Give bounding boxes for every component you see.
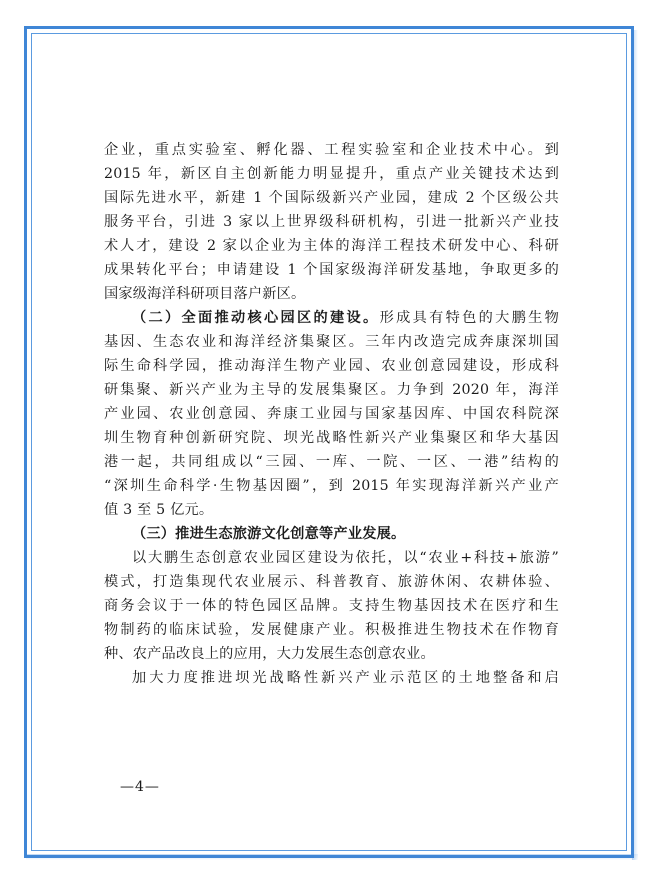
body-line: 服务平台，引进 3 家以上世界级科研机构，引进一批新兴产业技 (104, 214, 559, 230)
body-line: 际生命科学园，推动海洋生物产业园、农业创意园建设，形成科 (104, 358, 559, 374)
body-line: 国际先进水平，新建 1 个国际级新兴产业园，建成 2 个区级公共 (104, 190, 559, 206)
section-2-first-line (104, 306, 559, 330)
body-line: 商务会议于一体的特色园区品牌。支持生物基因技术在医疗和生 (104, 598, 559, 614)
body-line: 港一起，共同组成以“三园、一库、一院、一区、一港”结构的 (104, 454, 559, 470)
section-2-text: 形成具有特色的大鹏生物 (379, 310, 559, 326)
section-3-heading: （三）推进生态旅游文化创意等产业发展。 (132, 526, 406, 542)
body-line: 术人才，建设 2 家以企业为主体的海洋工程技术研发中心、科研 (104, 238, 559, 254)
body-line: 物制药的临床试验，发展健康产业。积极推进生物技术在作物育 (104, 622, 559, 638)
body-line: 种、农产品改良上的应用，大力发展生态创意农业。 (104, 646, 435, 662)
body-line: 成果转化平台；申请建设 1 个国家级海洋研发基地，争取更多的 (104, 262, 559, 278)
body-line: 研集聚、新兴产业为主导的发展集聚区。力争到 2020 年，海洋 (104, 382, 559, 398)
body-line: 加大力度推进坝光战略性新兴产业示范区的土地整备和启 (132, 670, 559, 686)
section-2-heading: （二）全面推动核心园区的建设。 (132, 310, 380, 326)
body-line: 以大鹏生态创意农业园区建设为依托，以“农业+科技+旅游” (132, 550, 559, 566)
page-number: —4— (120, 779, 160, 795)
body-line: 产业园、农业创意园、奔康工业园与国家基因库、中国农科院深 (104, 406, 559, 422)
body-line: “深圳生命科学·生物基因圈”，到 2015 年实现海洋新兴产业产 (104, 478, 559, 494)
body-line: 值 3 至 5 亿元。 (104, 502, 214, 518)
body-line: 2015 年，新区自主创新能力明显提升，重点产业关键技术达到 (104, 166, 559, 182)
body-line: 圳生物育种创新研究院、坝光战略性新兴产业集聚区和华大基因 (104, 430, 559, 446)
document-body (104, 138, 559, 690)
body-line: 企业，重点实验室、孵化器、工程实验室和企业技术中心。到 (104, 142, 559, 158)
body-line: 国家级海洋科研项目落户新区。 (104, 286, 306, 302)
body-line: 模式，打造集现代农业展示、科普教育、旅游休闲、农耕体验、 (104, 574, 559, 590)
body-line: 基因、生态农业和海洋经济集聚区。三年内改造完成奔康深圳国 (104, 334, 559, 350)
